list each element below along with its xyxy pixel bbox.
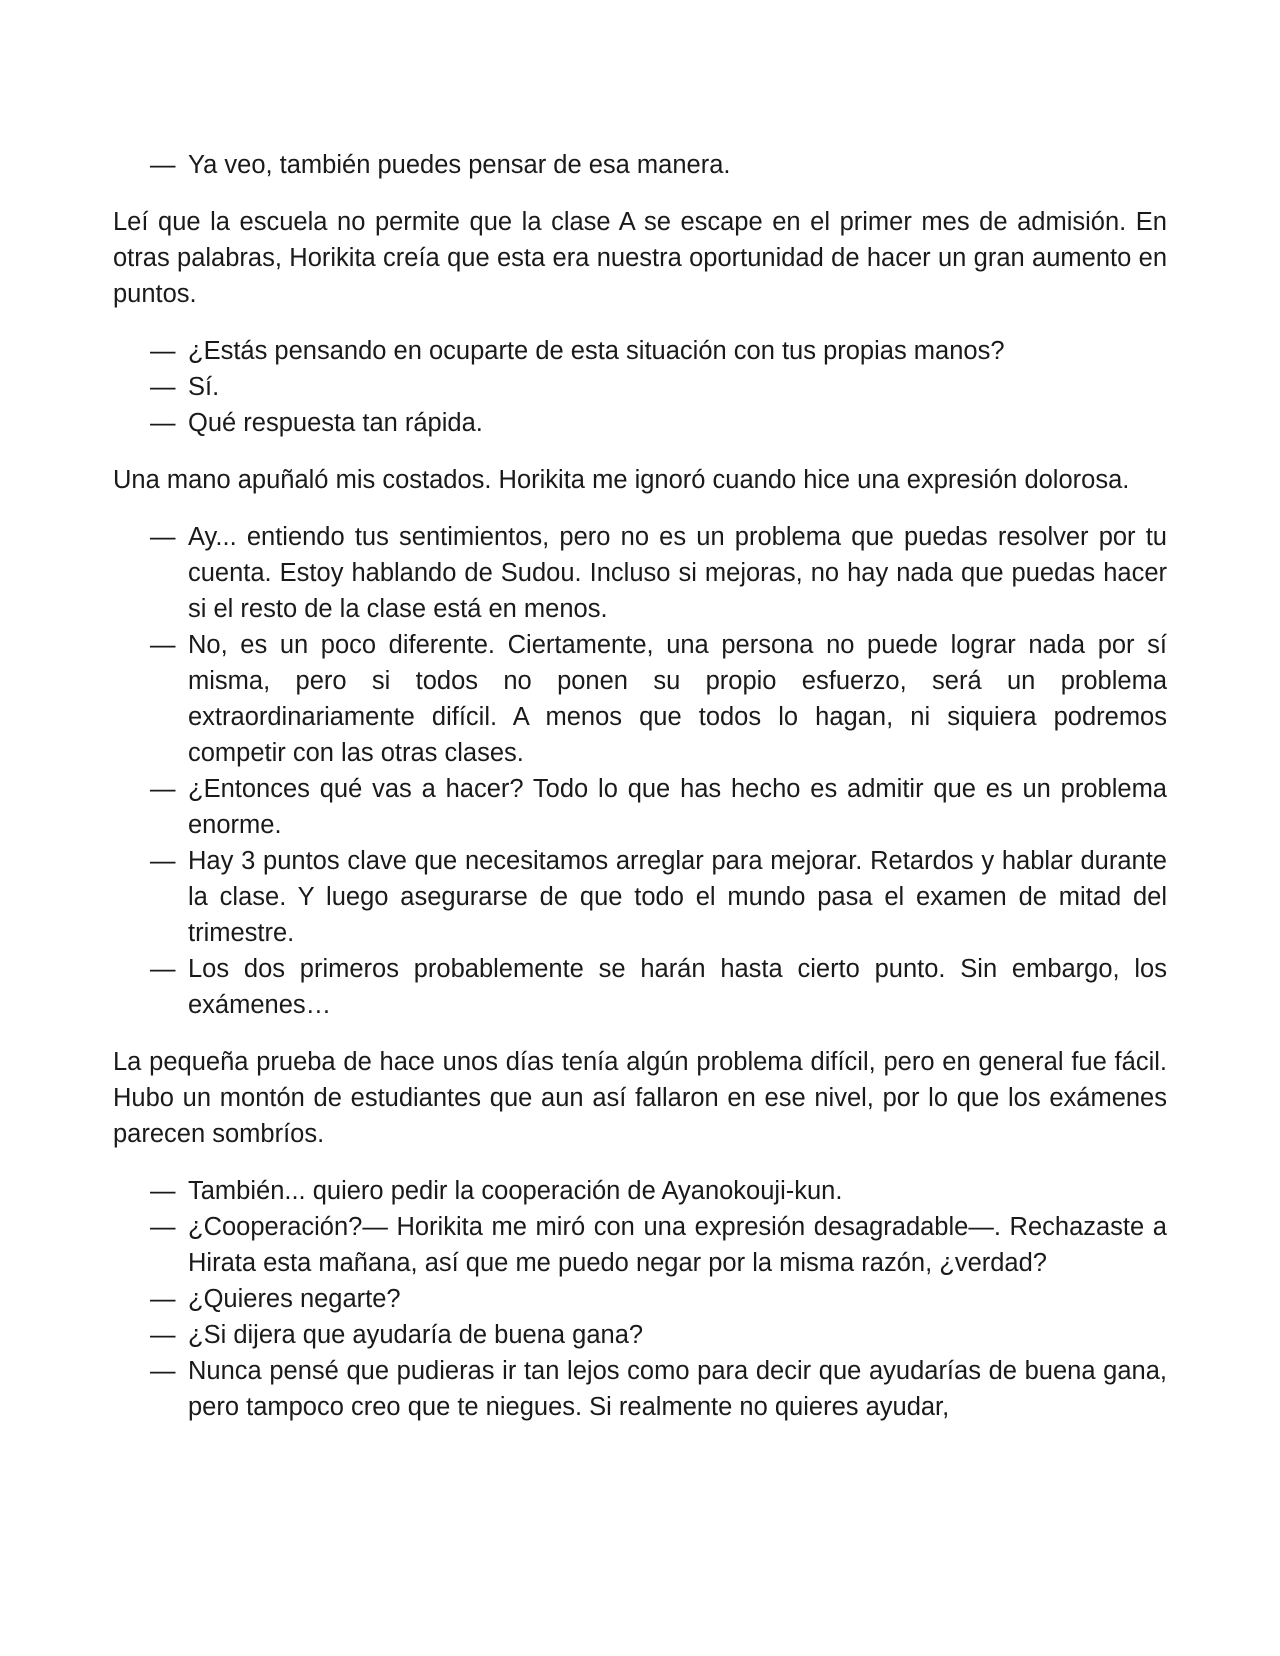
dialogue-text: No, es un poco diferente. Ciertamente, una persona no puede lograr nada por sí misma, pero si todos no ponen su propio esfuerzo, será un problema extraordinariamente difícil. A menos que todos lo hagan, ni siquiera podremos competir con las otras clases. <box>188 631 1167 767</box>
dialogue-line <box>113 1353 1167 1425</box>
dialogue-dash: — <box>150 1321 176 1349</box>
dialogue-line <box>113 519 1167 627</box>
dialogue-line <box>113 333 1167 369</box>
dialogue-text: ¿Cooperación?— Horikita me miró con una expresión desagradable—. Rechazaste a Hirata esta mañana, así que me puedo negar por la misma razón, ¿verdad? <box>188 1213 1167 1277</box>
dialogue-dash: — <box>150 1285 176 1313</box>
dialogue-dash: — <box>150 151 176 179</box>
dialogue-line <box>113 843 1167 951</box>
dialogue-line <box>113 1317 1167 1353</box>
dialogue-line <box>113 951 1167 1023</box>
dialogue-dash: — <box>150 955 176 983</box>
dialogue-text: Los dos primeros probablemente se harán hasta cierto punto. Sin embargo, los exámenes… <box>188 955 1167 1019</box>
narration-paragraph: Una mano apuñaló mis costados. Horikita me ignoró cuando hice una expresión dolorosa. <box>113 466 1130 494</box>
dialogue-dash: — <box>150 631 176 659</box>
dialogue-line <box>113 1281 1167 1317</box>
dialogue-text: ¿Entonces qué vas a hacer? Todo lo que has hecho es admitir que es un problema enorme. <box>188 775 1167 839</box>
dialogue-text: Sí. <box>188 373 220 401</box>
dialogue-line <box>113 771 1167 843</box>
dialogue-line <box>113 627 1167 771</box>
dialogue-dash: — <box>150 775 176 803</box>
dialogue-text: Qué respuesta tan rápida. <box>188 409 483 437</box>
dialogue-text: ¿Estás pensando en ocuparte de esta situación con tus propias manos? <box>188 337 1005 365</box>
dialogue-text: Ya veo, también puedes pensar de esa manera. <box>188 151 731 179</box>
dialogue-text: Hay 3 puntos clave que necesitamos arreglar para mejorar. Retardos y hablar durante la clase. Y luego asegurarse de que todo el mundo pasa el examen de mitad del trimestre. <box>188 847 1167 947</box>
narration-paragraph: Leí que la escuela no permite que la clase A se escape en el primer mes de admisión. En otras palabras, Horikita creía que esta era nuestra oportunidad de hacer un gran aumento en puntos. <box>113 208 1167 308</box>
dialogue-dash: — <box>150 409 176 437</box>
dialogue-dash: — <box>150 847 176 875</box>
dialogue-text: ¿Si dijera que ayudaría de buena gana? <box>188 1321 644 1349</box>
dialogue-line <box>113 147 1167 183</box>
dialogue-dash: — <box>150 1177 176 1205</box>
narration-paragraph: La pequeña prueba de hace unos días tenía algún problema difícil, pero en general fue fácil. Hubo un montón de estudiantes que aun así fallaron en ese nivel, por lo que los exámenes parecen sombríos. <box>113 1048 1167 1148</box>
dialogue-dash: — <box>150 523 176 551</box>
dialogue-line <box>113 1209 1167 1281</box>
dialogue-dash: — <box>150 1213 176 1241</box>
dialogue-dash: — <box>150 1357 176 1385</box>
dialogue-text: También... quiero pedir la cooperación de Ayanokouji-kun. <box>188 1177 843 1205</box>
dialogue-line <box>113 405 1167 441</box>
dialogue-text: ¿Quieres negarte? <box>188 1285 401 1313</box>
dialogue-dash: — <box>150 337 176 365</box>
document-page <box>113 147 1167 1425</box>
dialogue-line <box>113 1173 1167 1209</box>
dialogue-dash: — <box>150 373 176 401</box>
dialogue-text: Nunca pensé que pudieras ir tan lejos como para decir que ayudarías de buena gana, pero tampoco creo que te niegues. Si realmente no quieres ayudar, <box>188 1357 1167 1421</box>
dialogue-text: Ay... entiendo tus sentimientos, pero no es un problema que puedas resolver por tu cuenta. Estoy hablando de Sudou. Incluso si mejoras, no hay nada que puedas hacer si el resto de la clase está en menos. <box>188 523 1167 623</box>
dialogue-line <box>113 369 1167 405</box>
